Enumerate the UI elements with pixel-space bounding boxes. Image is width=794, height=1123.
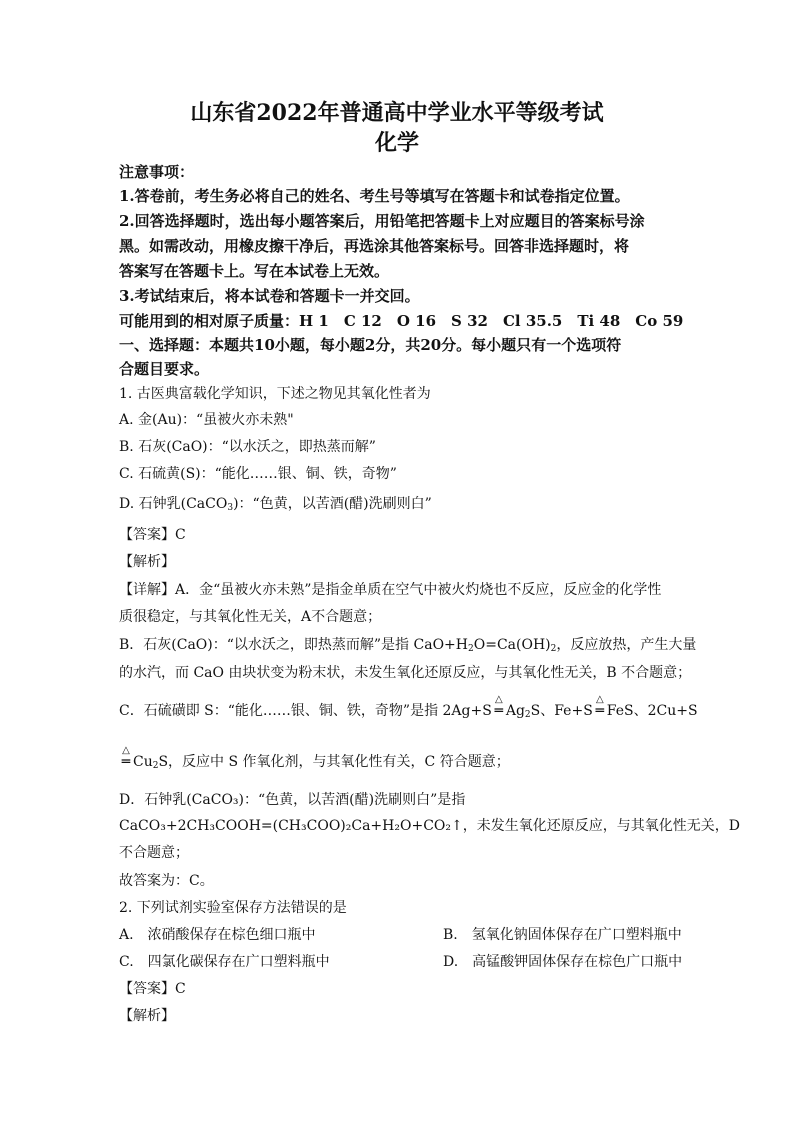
q1-d-sub: 3 [227, 503, 234, 513]
section-1-heading: 一、选择题：本题共10小题，每小题2分，共20分。每小题只有一个选项符 [119, 336, 622, 354]
q1-d5-a: C．石硫磺即 S：“能化……银、铜、铁，奇物”是指 2Ag+S [119, 703, 492, 719]
q1-detail-3 [119, 635, 696, 655]
notice-line-2: 2.回答选择题时，选出每小题答案后，用铅笔把答题卡上对应题目的答案标号涂 [119, 212, 645, 230]
q1-option-a: A. 金(Au)：“虽被火亦未熟" [119, 412, 294, 428]
q1-detail-6 [119, 745, 510, 772]
q1-d3-c: O=Ca(OH) [473, 637, 551, 653]
q2-stem: 2. 下列试剂实验室保存方法错误的是 [119, 900, 347, 916]
q1-answer: 【答案】C [119, 527, 186, 543]
q2-option-d: D. 高锰酸钾固体保存在棕色广口瓶中 [443, 954, 683, 970]
q1-detail-8: CaCO₃+2CH₃COOH=(CH₃COO)₂Ca+H₂O+CO₂↑，未发生氧化还原反应，与其氧化性无关，D [119, 818, 740, 834]
delta-symbol: △ [494, 694, 503, 705]
q1-d5-e: FeS、2Cu+S [606, 703, 698, 719]
section-1-heading-cont: 合题目要求。 [119, 360, 210, 378]
q1-detail-2: 质很稳定，与其氧化性无关，A不合题意； [119, 609, 382, 625]
notice-line-4: 答案写在答题卡上。写在本试卷上无效。 [119, 262, 390, 280]
q1-d6-a: Cu [133, 754, 153, 770]
equals-sign: ═ [595, 703, 605, 719]
q1-d6-sub: 2 [152, 761, 159, 771]
heat-condition [492, 694, 506, 721]
heat-condition [119, 745, 133, 772]
q1-analysis: 【解析】 [119, 554, 175, 570]
q1-d5-d: S、Fe+S [530, 703, 593, 719]
delta-symbol: △ [595, 694, 604, 705]
q1-d-prefix: D. 石钟乳( [119, 496, 187, 512]
equals-sign: ═ [494, 703, 504, 719]
notice-line-5: 3.考试结束后，将本试卷和答题卡一并交回。 [119, 287, 420, 305]
delta-symbol: △ [122, 745, 130, 756]
q2-option-c: C. 四氯化碳保存在广口塑料瓶中 [119, 954, 330, 970]
q2-answer: 【答案】C [119, 981, 186, 997]
q1-option-b: B. 石灰(CaO)：“以水沃之，即热蒸而解” [119, 439, 376, 455]
equals-sign: ═ [121, 754, 131, 770]
q2-option-b: B. 氢氧化钠固体保存在广口塑料瓶中 [443, 927, 682, 943]
notice-line-1: 1.答卷前，考生务必将自己的姓名、考生号等填写在答题卡和试卷指定位置。 [119, 187, 630, 205]
q1-d3-sub2: 2 [550, 644, 557, 654]
q1-d5-b: Ag [505, 703, 525, 719]
q1-detail-9: 不合题意； [119, 845, 189, 861]
exam-title: 山东省2022年普通高中学业水平等级考试 [190, 100, 604, 126]
subject-title: 化学 [374, 130, 419, 156]
q1-detail-5 [119, 694, 698, 721]
q1-detail-7: D．石钟乳(CaCO₃)：“色黄，以苦酒(醋)洗刷则白”是指 [119, 792, 466, 808]
q1-option-d [119, 494, 432, 514]
q1-d-formula: CaCO [186, 496, 228, 512]
q1-conclusion: 故答案为：C。 [119, 873, 214, 889]
heat-condition [593, 694, 607, 721]
q1-detail-1: 【详解】A．金“虽被火亦未熟”是指金单质在空气中被火灼烧也不反应，反应金的化学性 [119, 582, 662, 598]
q2-analysis: 【解析】 [119, 1008, 175, 1024]
q1-d3-e: ，反应放热，产生大量 [556, 637, 697, 653]
q1-option-c: C. 石硫黄(S)：“能化……银、铜、铁，奇物” [119, 466, 397, 482]
notice-line-3: 黑。如需改动，用橡皮擦干净后，再选涂其他答案标号。回答非选择题时，将 [119, 237, 630, 255]
atomic-masses: 可能用到的相对原子质量：H 1 C 12 O 16 S 32 Cl 35.5 Ti 48 Co 59 [119, 312, 684, 330]
q1-stem: 1. 古医典富载化学知识，下述之物见其氧化性者为 [119, 386, 431, 402]
q2-option-a: A. 浓硝酸保存在棕色细口瓶中 [119, 927, 316, 943]
q1-d6-c: S，反应中 S 作氧化剂，与其氧化性有关，C 符合题意； [158, 754, 510, 770]
q1-d3-sub1: 2 [468, 644, 474, 654]
q1-d3-a: B．石灰(CaO)：“以水沃之，即热蒸而解”是指 CaO+H [119, 637, 468, 653]
notice-heading: 注意事项： [119, 163, 195, 181]
q1-d-suffix: )：“色黄，以苦酒(醋)洗刷则白” [233, 496, 432, 512]
q1-detail-4: 的水汽，而 CaO 由块状变为粉末状，未发生氧化还原反应，与其氧化性无关，B 不合题意； [119, 665, 692, 681]
q1-d5-sub: 2 [524, 710, 531, 720]
